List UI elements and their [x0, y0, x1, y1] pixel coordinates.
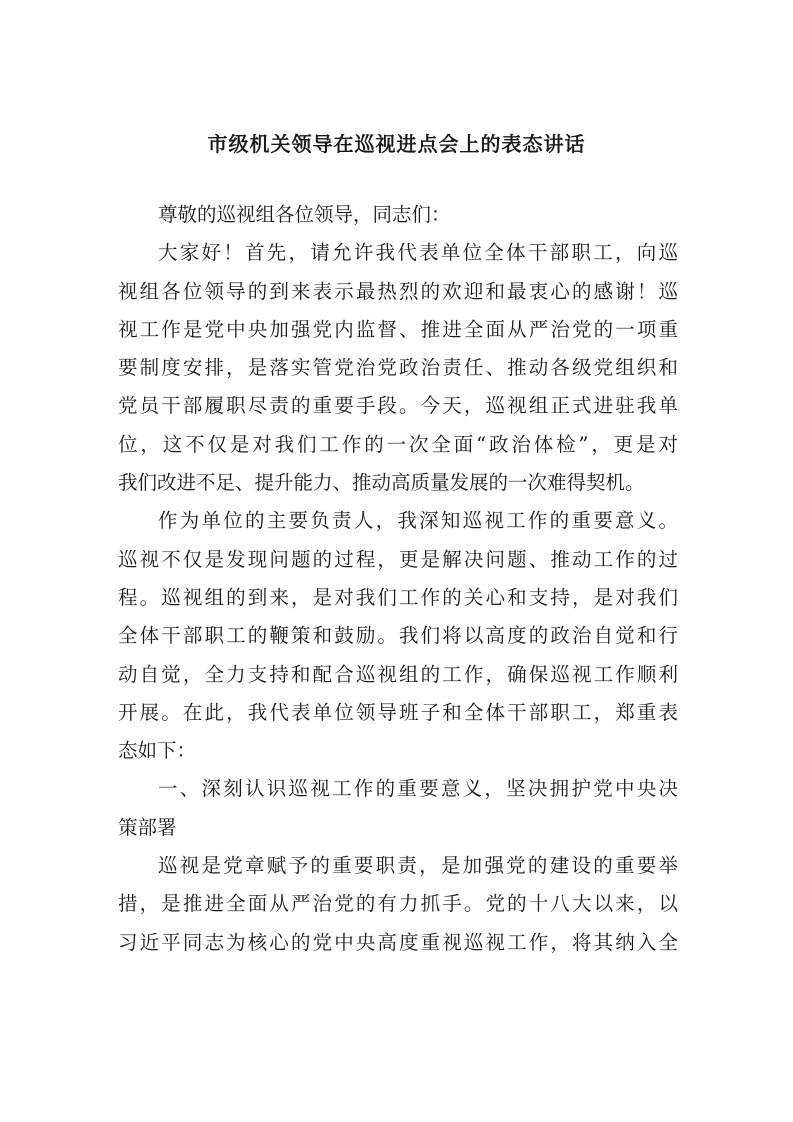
text-line: 动自觉，全力支持和配合巡视组的工作，确保巡视工作顺利 — [118, 662, 678, 686]
text-line: 视组各位领导的到来表示最热烈的欢迎和最衷心的感谢！巡 — [118, 279, 678, 303]
text-line: 大家好！首先，请允许我代表单位全体干部职工，向巡 — [158, 241, 678, 265]
text-line: 要制度安排，是落实管党治党政治责任、推动各级党组织和 — [118, 356, 678, 380]
text-line: 策部署 — [118, 815, 177, 839]
text-line: 程。巡视组的到来，是对我们工作的关心和支持，是对我们 — [118, 585, 678, 609]
text-line: 巡视是党章赋予的重要职责，是加强党的建设的重要举 — [158, 854, 678, 878]
text-line: 一、深刻认识巡视工作的重要意义，坚决拥护党中央决 — [158, 777, 678, 801]
text-line: 尊敬的巡视组各位领导，同志们： — [158, 203, 451, 226]
text-line: 巡视不仅是发现问题的过程，更是解决问题、推动工作的过 — [118, 547, 678, 571]
text-line: 全体干部职工的鞭策和鼓励。我们将以高度的政治自觉和行 — [118, 624, 678, 648]
document-title: 市级机关领导在巡视进点会上的表态讲话 — [207, 132, 586, 156]
document-body — [118, 196, 678, 962]
text-line: 措，是推进全面从严治党的有力抓手。党的十八大以来，以 — [118, 892, 678, 916]
text-line: 视工作是党中央加强党内监督、推进全面从严治党的一项重 — [118, 317, 678, 341]
text-line: 我们改进不足、提升能力、推动高质量发展的一次难得契机。 — [118, 471, 645, 495]
text-line: 党员干部履职尽责的重要手段。今天，巡视组正式进驻我单 — [118, 394, 678, 418]
text-line: 作为单位的主要负责人，我深知巡视工作的重要意义。 — [158, 509, 678, 533]
text-line: 位，这不仅是对我们工作的一次全面“政治体检”，更是对 — [118, 432, 678, 456]
text-line: 态如下： — [118, 739, 197, 763]
text-line: 习近平同志为核心的党中央高度重视巡视工作，将其纳入全 — [118, 930, 678, 954]
text-line: 开展。在此，我代表单位领导班子和全体干部职工，郑重表 — [118, 700, 678, 724]
